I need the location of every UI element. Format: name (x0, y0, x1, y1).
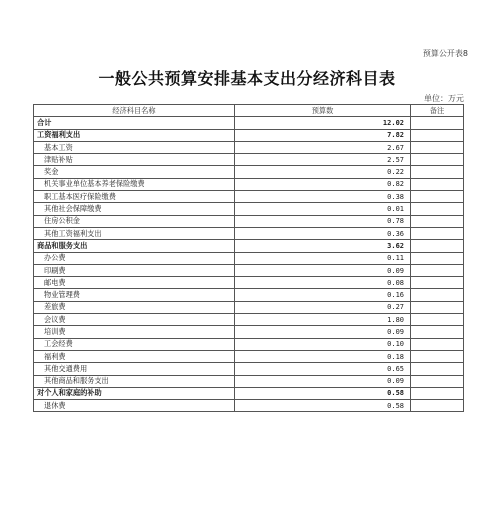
row-amount: 0.18 (235, 350, 411, 362)
row-amount: 0.78 (235, 215, 411, 227)
table-row (34, 350, 464, 362)
table-row (34, 289, 464, 301)
row-note (411, 314, 464, 326)
table-row (34, 301, 464, 313)
row-name: 职工基本医疗保险缴费 (34, 191, 235, 203)
row-name: 退休费 (34, 400, 235, 412)
row-note (411, 191, 464, 203)
table-row (34, 277, 464, 289)
row-amount: 0.58 (235, 400, 411, 412)
row-name: 合计 (34, 117, 235, 129)
row-note (411, 141, 464, 153)
budget-table (33, 104, 464, 412)
table-row (34, 141, 464, 153)
table-row (34, 203, 464, 215)
row-note (411, 289, 464, 301)
row-amount: 0.27 (235, 301, 411, 313)
row-amount: 0.16 (235, 289, 411, 301)
row-amount: 0.08 (235, 277, 411, 289)
row-name: 工资福利支出 (34, 129, 235, 141)
form-number: 预算公开表8 (422, 49, 468, 58)
row-name: 办公费 (34, 252, 235, 264)
row-note (411, 240, 464, 252)
row-amount: 0.38 (235, 191, 411, 203)
table-row (34, 129, 464, 141)
row-note (411, 338, 464, 350)
table-row (34, 191, 464, 203)
row-amount: 0.09 (235, 375, 411, 387)
row-amount: 0.36 (235, 227, 411, 239)
row-amount: 0.58 (235, 387, 411, 399)
row-name: 机关事业单位基本养老保险缴费 (34, 178, 235, 190)
table-row (34, 387, 464, 399)
row-name: 对个人和家庭的补助 (34, 387, 235, 399)
row-name: 其他交通费用 (34, 363, 235, 375)
table-row (34, 375, 464, 387)
row-amount: 1.80 (235, 314, 411, 326)
header-note: 备注 (411, 105, 464, 117)
row-amount: 0.10 (235, 338, 411, 350)
row-amount: 2.57 (235, 154, 411, 166)
table-row (34, 252, 464, 264)
row-note (411, 350, 464, 362)
table-row (34, 338, 464, 350)
page-title: 一般公共预算安排基本支出分经济科目表 (98, 69, 396, 88)
row-amount: 0.11 (235, 252, 411, 264)
row-name: 其他商品和服务支出 (34, 375, 235, 387)
row-name: 奖金 (34, 166, 235, 178)
row-name: 印刷费 (34, 264, 235, 276)
row-name: 工会经费 (34, 338, 235, 350)
row-name: 其他工资福利支出 (34, 227, 235, 239)
row-note (411, 301, 464, 313)
row-name: 物业管理费 (34, 289, 235, 301)
row-name: 其他社会保障缴费 (34, 203, 235, 215)
header-amount: 预算数 (235, 105, 411, 117)
row-amount: 0.01 (235, 203, 411, 215)
table-row (34, 227, 464, 239)
row-note (411, 264, 464, 276)
row-amount: 3.62 (235, 240, 411, 252)
row-name: 培训费 (34, 326, 235, 338)
row-amount: 12.02 (235, 117, 411, 129)
table-row (34, 215, 464, 227)
row-name: 会议费 (34, 314, 235, 326)
row-name: 福利费 (34, 350, 235, 362)
table-row (34, 178, 464, 190)
row-note (411, 117, 464, 129)
row-amount: 0.65 (235, 363, 411, 375)
row-note (411, 363, 464, 375)
row-amount: 0.09 (235, 326, 411, 338)
table-row (34, 314, 464, 326)
row-name: 差旅费 (34, 301, 235, 313)
row-note (411, 203, 464, 215)
row-note (411, 129, 464, 141)
row-note (411, 252, 464, 264)
table-body (34, 117, 464, 412)
table-row (34, 326, 464, 338)
table-header-row (34, 105, 464, 117)
row-name: 商品和服务支出 (34, 240, 235, 252)
row-amount: 0.82 (235, 178, 411, 190)
table-row (34, 400, 464, 412)
row-name: 住房公积金 (34, 215, 235, 227)
row-name: 邮电费 (34, 277, 235, 289)
row-amount: 0.22 (235, 166, 411, 178)
row-note (411, 227, 464, 239)
row-note (411, 387, 464, 399)
table-row (34, 166, 464, 178)
row-note (411, 277, 464, 289)
table-row (34, 363, 464, 375)
row-note (411, 154, 464, 166)
row-name: 津贴补贴 (34, 154, 235, 166)
table-row (34, 240, 464, 252)
header-name: 经济科目名称 (34, 105, 235, 117)
row-note (411, 400, 464, 412)
row-amount: 7.82 (235, 129, 411, 141)
row-note (411, 326, 464, 338)
table-row (34, 264, 464, 276)
table-row (34, 154, 464, 166)
row-note (411, 178, 464, 190)
row-name: 基本工资 (34, 141, 235, 153)
table-row (34, 117, 464, 129)
row-note (411, 375, 464, 387)
row-amount: 2.67 (235, 141, 411, 153)
row-note (411, 215, 464, 227)
row-amount: 0.09 (235, 264, 411, 276)
row-note (411, 166, 464, 178)
unit-label: 单位：万元 (424, 94, 464, 103)
